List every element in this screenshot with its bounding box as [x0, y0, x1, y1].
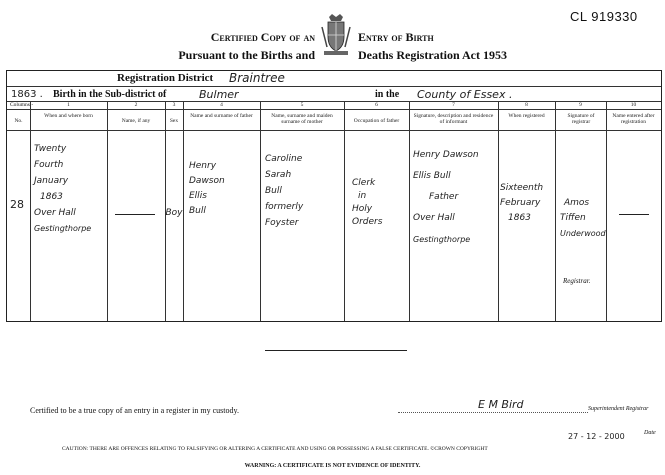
column-number-4: 4 [220, 102, 223, 108]
entry-year: 1863 . [11, 89, 43, 100]
informant: Henry Dawson Ellis Bull Father Over Hall Gestingthorpe [413, 150, 479, 244]
column-header-when-registered: When registered [508, 113, 545, 119]
when-where-born: Twenty Fourth January 1863 Over Hall Gestingthorpe [34, 144, 92, 233]
entry-number: 28 [10, 198, 24, 211]
certificate-number: CL 919330 [570, 9, 638, 24]
column-header-registrar: Signature of registrar [567, 113, 595, 125]
column-header-occupation: Occupation of father [353, 118, 400, 124]
certified-statement: Certified to be a true copy of an entry in a register in my custody. [30, 406, 239, 415]
column-header-sex: Sex [169, 118, 179, 124]
title-left-line-2: Pursuant to the Births and [178, 48, 315, 62]
father-occupation: Clerk in Holy Orders [352, 178, 383, 227]
column-number-3: 3 [172, 102, 176, 108]
mother-name: Caroline Sarah Bull formerly Foyster [265, 154, 304, 228]
county-value: County of Essex . [417, 88, 513, 101]
title-left-line-1: Certified Copy of an [210, 30, 315, 44]
registration-district-label: Registration District [117, 72, 214, 84]
registrar-title: Registrar. [563, 277, 591, 285]
column-header-name-after-registration: Name entered after registration [612, 113, 655, 125]
superintendent-signature: E M Bird [478, 398, 524, 411]
in-the-label: in the [375, 89, 400, 100]
no-header: No. [14, 118, 23, 124]
name-blank-dash [115, 214, 155, 215]
warning-notice: WARNING: A CERTIFICATE IS NOT EVIDENCE OF IDENTITY. [244, 463, 421, 469]
caution-notice: CAUTION: THERE ARE OFFENCES RELATING TO FALSIFYING OR ALTERING A CERTIFICATE AND USING OR POSSESSING A FALSE CERTIFICATE. ©CROWN COPYRIGHT [62, 446, 488, 452]
column-header-father: Name and surname of father [190, 113, 253, 119]
certificate-date: 27 - 12 - 2000 [568, 432, 625, 441]
title-left [160, 30, 315, 63]
column-number-6: 6 [375, 102, 378, 108]
register-entry-table [6, 70, 662, 322]
column-number-1: 1 [67, 102, 70, 108]
father-name: Henry Dawson Ellis Bull [189, 161, 225, 216]
when-registered: Sixteenth February 1863 [500, 183, 544, 223]
column-number-8: 8 [525, 102, 528, 108]
column-number-5: 5 [300, 102, 304, 108]
column-number-7: 7 [452, 102, 455, 108]
column-number-9: 9 [579, 102, 582, 108]
after-registration-dash [619, 214, 649, 215]
column-header-name: Name, if any [121, 118, 151, 124]
registration-district-value: Braintree [229, 71, 285, 85]
subdistrict-label: Birth in the Sub-district of [53, 89, 167, 100]
registrar-signature: Amos Tiffen Underwood [560, 198, 606, 238]
superintendent-dotted-line [398, 412, 588, 413]
columns-label: Columns:- [10, 102, 34, 108]
subdistrict-value: Bulmer [199, 88, 239, 101]
title-right-line-2: Deaths Registration Act 1953 [358, 48, 507, 62]
column-number-2: 2 [134, 102, 138, 108]
title-right [358, 30, 558, 63]
column-number-10: 10 [630, 102, 637, 108]
divider-line [265, 350, 407, 351]
column-header-when-where-born: When and where born [44, 113, 93, 119]
column-header-informant: Signature, description and residence of informant [413, 113, 494, 125]
title-right-line-1: Entry of Birth [358, 30, 434, 44]
sex-value: Boy [165, 208, 183, 218]
column-header-mother: Name, surname and maiden surname of mother [271, 113, 333, 125]
royal-crest-icon [320, 13, 352, 57]
superintendent-label: Superintendent Registrar [588, 406, 649, 412]
date-label: Date [644, 430, 656, 436]
